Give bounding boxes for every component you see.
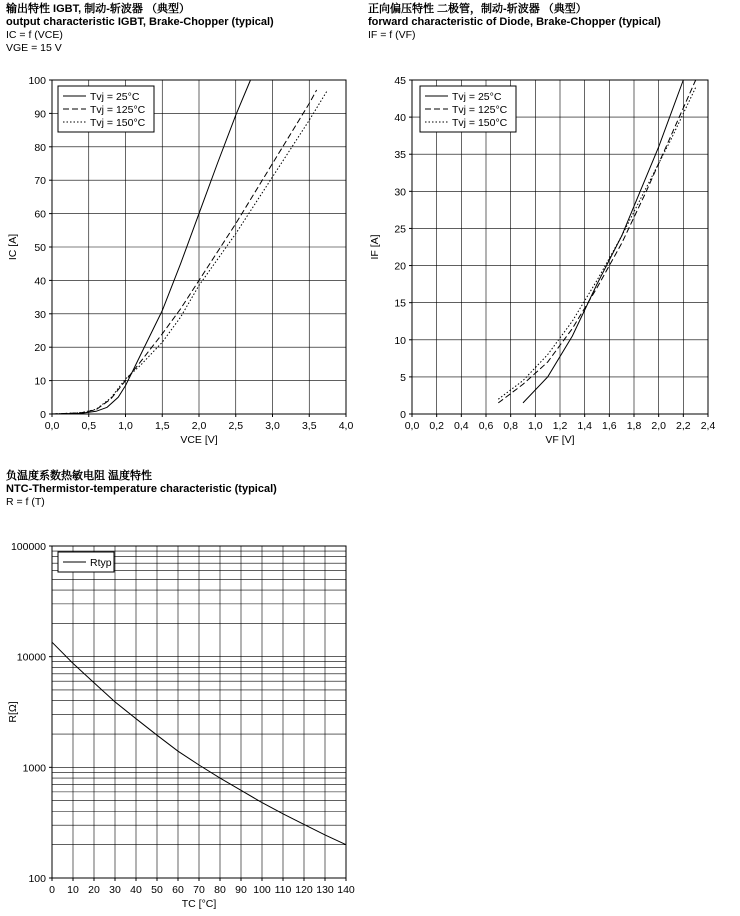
diode-title-cn: 正向偏压特性 二极管，制动-斩波器 （典型）: [368, 3, 587, 15]
x-tick-label: 10: [67, 884, 79, 896]
y-tick-label: 20: [34, 342, 46, 355]
igbt-chart: [0, 0, 370, 450]
y-tick-label: 70: [34, 175, 46, 188]
y-axis-label: R[Ω]: [7, 701, 19, 723]
ntc-subtitle-1: R = f (T): [6, 496, 45, 508]
x-tick-label: 50: [151, 884, 163, 896]
y-axis-label: IF [A]: [369, 234, 381, 260]
legend-label: Tvj = 25°C: [452, 91, 502, 103]
x-tick-label: 0: [49, 884, 55, 896]
y-tick-label: 10: [394, 334, 406, 347]
ntc-panel: [0, 466, 370, 916]
y-tick-label: 60: [34, 208, 46, 221]
legend-label: Tvj = 125°C: [452, 104, 508, 116]
x-tick-label: 30: [109, 884, 121, 896]
y-tick-label: 10000: [16, 651, 46, 664]
y-tick-label: 90: [34, 108, 46, 121]
y-tick-label: 30: [394, 186, 406, 199]
x-tick-label: 1,0: [118, 420, 133, 432]
y-tick-label: 5: [400, 371, 406, 384]
x-tick-label: 2,5: [228, 420, 244, 432]
x-tick-label: 3,0: [265, 420, 280, 432]
igbt-title-cn: 输出特性 IGBT, 制动-斩波器 （典型）: [6, 3, 190, 15]
y-tick-label: 40: [34, 275, 46, 288]
x-tick-label: 60: [172, 884, 184, 896]
x-tick-label: 2,4: [700, 420, 716, 432]
x-tick-label: 3,5: [301, 420, 317, 432]
y-axis-label: IC [A]: [7, 233, 19, 261]
x-tick-label: 1,6: [602, 420, 617, 432]
x-tick-label: 80: [214, 884, 226, 896]
x-tick-label: 100: [253, 884, 271, 896]
y-tick-label: 0: [40, 409, 46, 421]
x-tick-label: 1,0: [528, 420, 543, 432]
x-tick-label: 20: [88, 884, 100, 896]
y-tick-label: 25: [394, 223, 406, 236]
x-tick-label: 2,0: [651, 420, 666, 432]
x-tick-label: 2,0: [191, 420, 207, 432]
x-tick-label: 0,6: [478, 420, 494, 432]
diode-chart: [362, 0, 740, 450]
x-tick-label: 90: [235, 884, 247, 896]
x-axis-label: TC [°C]: [181, 898, 217, 910]
x-tick-label: 70: [193, 884, 205, 896]
legend-label: Tvj = 150°C: [90, 117, 146, 129]
x-tick-label: 2,2: [676, 420, 691, 432]
x-axis-label: VCE [V]: [180, 434, 218, 446]
ntc-title: NTC-Thermistor-temperature characteristic (typical): [6, 483, 277, 495]
x-tick-label: 130: [316, 884, 334, 896]
x-tick-label: 0,0: [44, 420, 60, 432]
legend-label: Tvj = 150°C: [452, 117, 508, 129]
series-line: [498, 87, 695, 399]
series-line: [523, 80, 683, 403]
x-tick-label: 0,4: [454, 420, 469, 432]
diode-title: forward characteristic of Diode, Brake-Chopper (typical): [368, 16, 661, 28]
x-tick-label: 1,8: [626, 420, 642, 432]
legend-label: Rtyp: [90, 557, 112, 569]
diode-subtitle-1: IF = f (VF): [368, 29, 416, 41]
legend-label: Tvj = 25°C: [90, 91, 140, 103]
series-line: [52, 90, 328, 414]
y-tick-label: 10: [34, 375, 46, 388]
legend-label: Tvj = 125°C: [90, 104, 146, 116]
y-tick-label: 15: [394, 297, 406, 310]
x-tick-label: 1,2: [552, 420, 568, 432]
igbt-subtitle-1: IC = f (VCE): [6, 29, 63, 41]
y-tick-label: 35: [394, 149, 406, 162]
x-tick-label: 120: [295, 884, 313, 896]
ntc-chart: [0, 466, 370, 916]
diode-forward-panel: [362, 0, 740, 450]
y-tick-label: 0: [400, 409, 406, 421]
x-tick-label: 40: [130, 884, 142, 896]
y-tick-label: 1000: [22, 762, 46, 775]
x-tick-label: 1,5: [154, 420, 170, 432]
igbt-title: output characteristic IGBT, Brake-Chopper (typical): [6, 16, 274, 28]
series-line: [52, 90, 317, 414]
igbt-output-panel: [0, 0, 370, 450]
y-tick-label: 40: [394, 112, 406, 125]
x-tick-label: 0,5: [81, 420, 97, 432]
x-axis-label: VF [V]: [545, 434, 575, 446]
y-tick-label: 30: [34, 308, 46, 321]
x-tick-label: 1,4: [577, 420, 592, 432]
x-tick-label: 0,2: [429, 420, 444, 432]
x-tick-label: 0,0: [404, 420, 420, 432]
y-tick-label: 100000: [10, 541, 46, 553]
x-tick-label: 0,8: [503, 420, 518, 432]
series-line: [498, 80, 695, 403]
x-tick-label: 110: [274, 884, 292, 896]
y-tick-label: 100: [28, 873, 46, 885]
x-tick-label: 140: [337, 884, 355, 896]
y-tick-label: 45: [394, 75, 406, 87]
ntc-title-cn: 负温度系数热敏电阻 温度特性: [6, 470, 153, 482]
igbt-subtitle-2: VGE = 15 V: [6, 42, 62, 54]
y-tick-label: 80: [34, 141, 46, 154]
x-tick-label: 4,0: [338, 420, 354, 432]
y-tick-label: 20: [394, 260, 406, 273]
y-tick-label: 100: [28, 75, 46, 87]
y-tick-label: 50: [34, 242, 46, 254]
